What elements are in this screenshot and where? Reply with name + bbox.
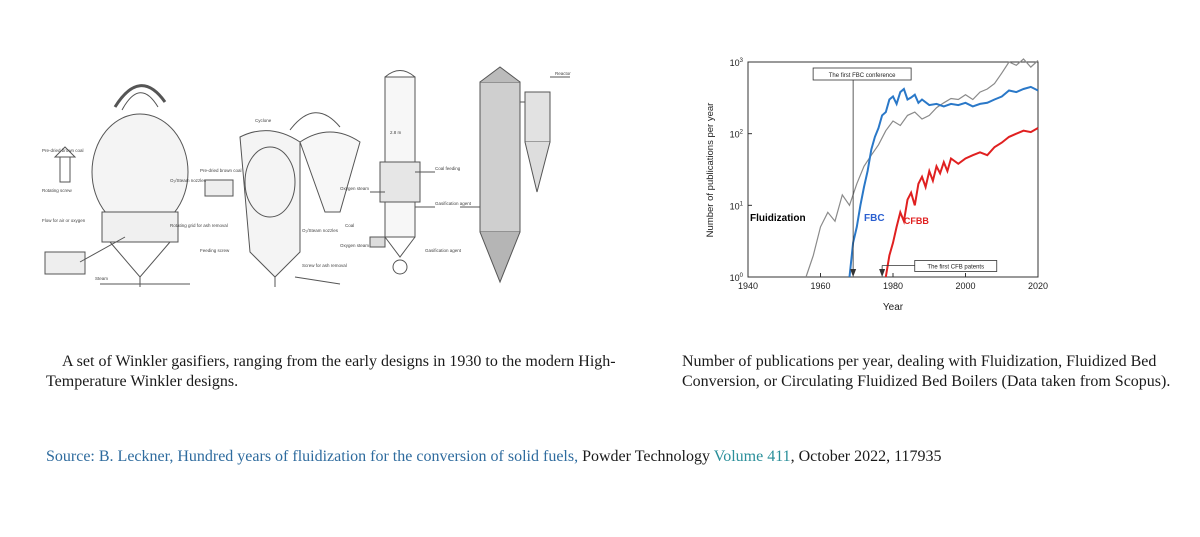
label-reactor: Reactor xyxy=(555,71,571,76)
y-tick-label: $10^1$ xyxy=(729,201,743,212)
x-tick-label: 2000 xyxy=(955,281,976,291)
label-steam: Steam xyxy=(95,276,109,281)
label-cyclone: Cyclone xyxy=(255,118,272,123)
series-line-fluidization xyxy=(806,59,1038,277)
label-gasification-agent-2: Gasification agent xyxy=(425,248,462,253)
label-predried-coal-2: Pre-dried brown coal xyxy=(200,168,242,173)
source-citation xyxy=(46,446,1136,467)
publications-chart-svg xyxy=(700,52,1060,322)
label-gasification-agent-1: Gasification agent xyxy=(435,201,472,206)
annotation-cfbb: CFBB xyxy=(903,215,929,226)
annotation-cfb-patents: The first CFB patents xyxy=(927,264,985,271)
y-tick-label: $10^2$ xyxy=(729,129,743,140)
annotation-fbc: FBC xyxy=(864,213,885,225)
gasifier-1 xyxy=(45,86,190,287)
label-feeding-screw: Feeding screw xyxy=(200,248,230,253)
label-oxygen-steam: Oxygen steam xyxy=(340,186,370,191)
label-screw-ash: Screw for ash removal xyxy=(302,263,347,268)
label-o2-steam-2: O₂/Steam nozzles xyxy=(302,228,339,233)
y-axis-label: Number of publications per year xyxy=(705,102,716,238)
annotation-fbc-conference: The first FBC conference xyxy=(828,73,896,79)
label-rotating-screw: Rotating screw xyxy=(42,188,72,193)
label-rotating-grid: Rotating grid for ash removal xyxy=(170,223,228,228)
publications-chart xyxy=(700,52,1060,322)
y-tick-label: $10^3$ xyxy=(729,58,743,68)
right-figure-caption: Number of publications per year, dealing with Fluidization, Fluidized Bed Conversion, or Circulating Fluidized Bed Boilers (Data taken from Scopus). xyxy=(682,353,1171,390)
winkler-gasifiers-drawing xyxy=(40,62,600,292)
label-coal: Coal xyxy=(345,223,355,228)
gasifier-3 xyxy=(370,71,435,275)
source-volume-link[interactable]: Volume 411 xyxy=(713,448,791,465)
y-tick-label: $10^0$ xyxy=(729,273,743,283)
source-article-link[interactable]: Source: B. Leckner, Hundred years of fluidization for the conversion of solid fuels, xyxy=(46,448,579,465)
annotation-fluidization: Fluidization xyxy=(750,213,806,225)
series-line-cfbb xyxy=(886,128,1038,277)
label-oxygen-steam-2: Oxygen steam xyxy=(340,243,370,248)
x-tick-label: 1980 xyxy=(882,281,904,291)
gasifier-2 xyxy=(205,113,360,287)
label-coal-feeding: Coal feeding xyxy=(435,166,461,171)
fbc-conference-arrowhead xyxy=(850,269,856,277)
label-dimension: 2.8 m xyxy=(390,130,402,135)
x-tick-label: 1940 xyxy=(737,281,759,291)
label-flow-for-air: Flow for air or oxygen xyxy=(42,218,86,223)
cfb-patents-arrowhead xyxy=(879,269,885,277)
winkler-gasifiers-figure xyxy=(40,62,600,292)
label-o2-steam-1: O₂/Steam nozzles xyxy=(170,178,207,183)
x-tick-label: 1960 xyxy=(810,281,831,291)
left-figure-caption: A set of Winkler gasifiers, ranging from the early designs in 1930 to the modern High-Temperature Winkler designs. xyxy=(46,353,616,390)
x-axis-label: Year xyxy=(882,302,904,313)
x-tick-label: 2020 xyxy=(1027,281,1049,291)
source-rest: , October 2022, 117935 xyxy=(790,448,942,465)
gasifier-4 xyxy=(460,67,570,282)
source-journal: Powder Technology xyxy=(578,448,714,465)
series-line-fbc xyxy=(850,87,1039,277)
label-predried-coal-1: Pre-dried brown coal xyxy=(42,148,84,153)
